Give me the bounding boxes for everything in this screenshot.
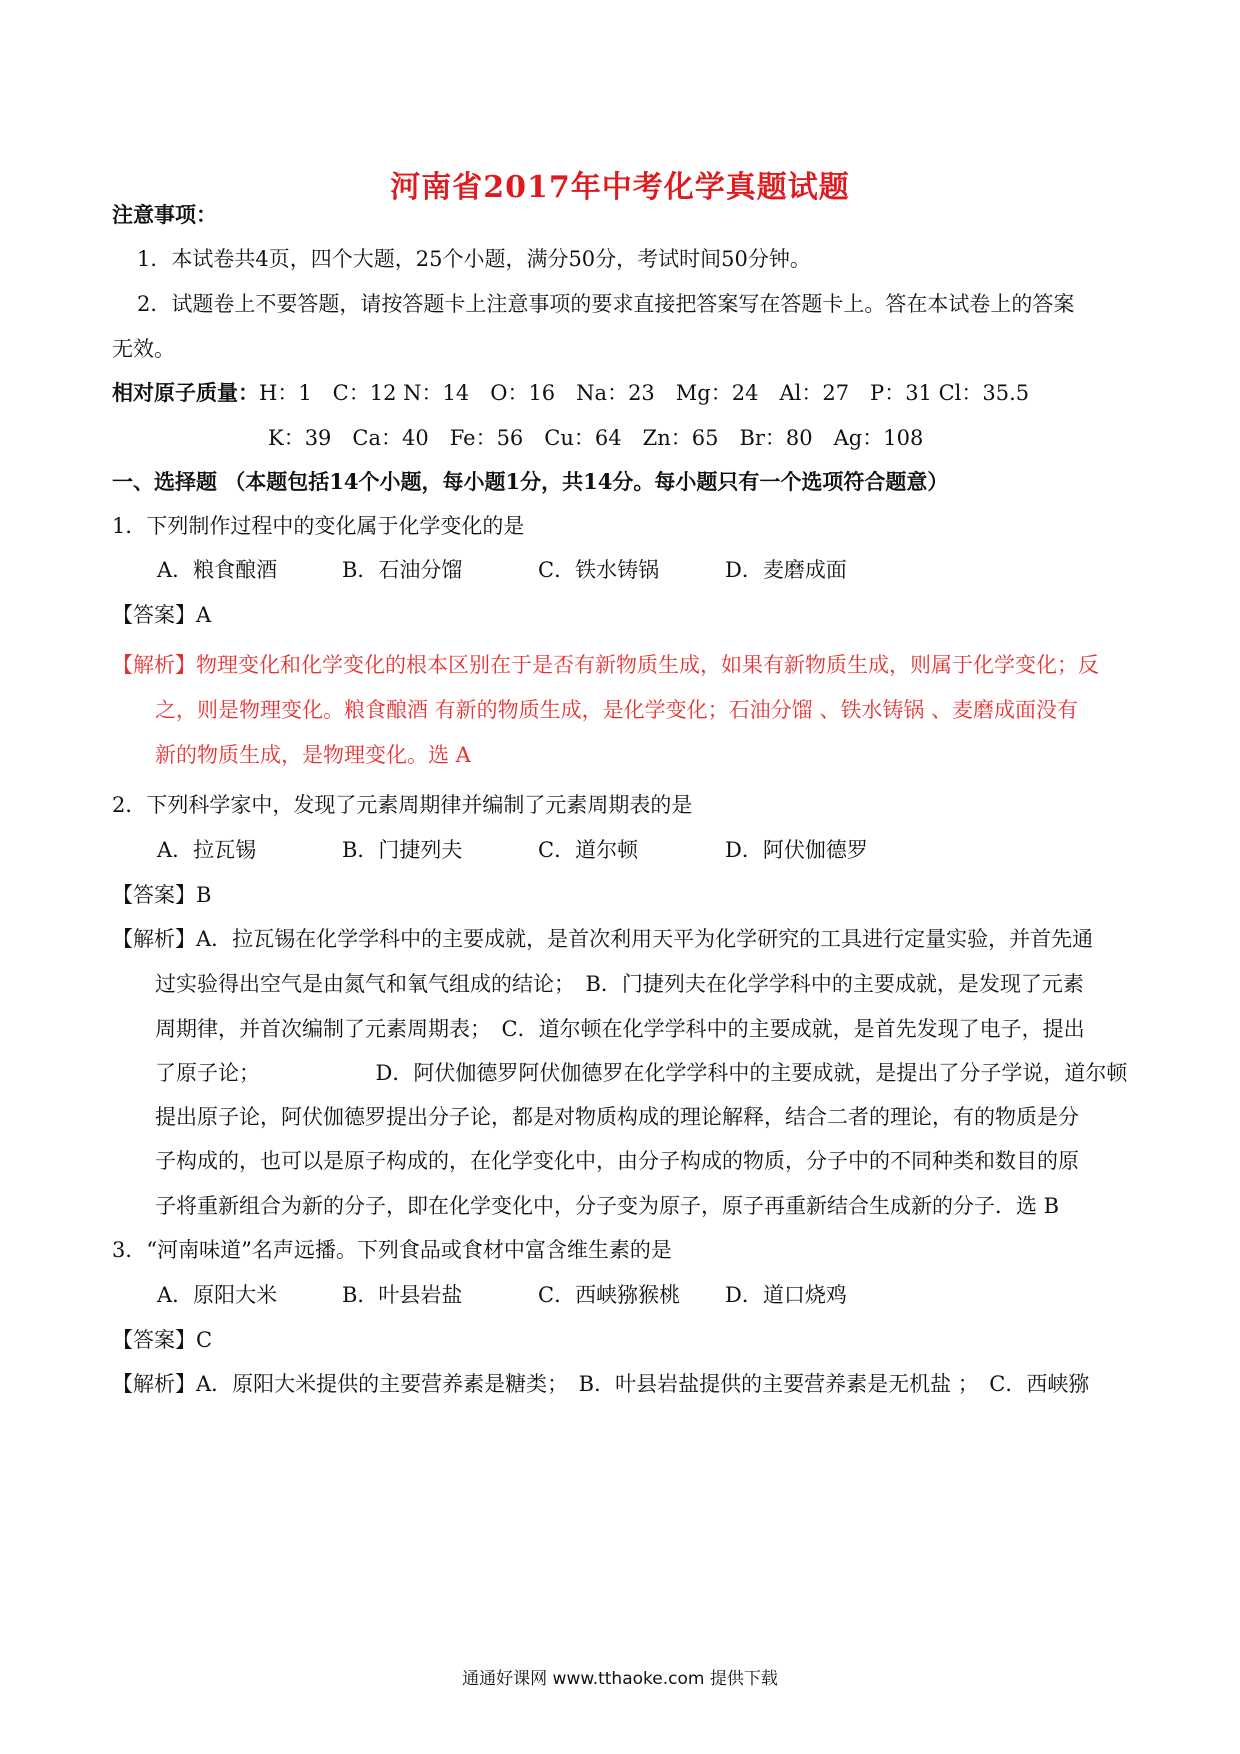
question-2-option-b: B．门捷列夫	[342, 838, 463, 862]
answer-label: 【答案】	[112, 1328, 196, 1352]
atomic-mass-label: 相对原子质量：	[112, 380, 259, 405]
question-1-analysis-line-2: 之，则是物理变化。粮食酿酒 有新的物质生成，是化学变化；石油分馏 、铁水铸锅 、麦磨成面没有	[155, 698, 1079, 722]
notice-item-2-line-1: 2．试题卷上不要答题，请按答题卡上注意事项的要求直接把答案写在答题卡上。答在本试卷上的答案	[137, 292, 1075, 316]
question-2-option-a: A．拉瓦锡	[157, 838, 257, 862]
answer-value: C	[196, 1328, 213, 1352]
question-1-option-d: D．麦磨成面	[725, 558, 847, 582]
question-3-option-d: D．道口烧鸡	[725, 1283, 847, 1307]
atomic-mass-line-1	[112, 378, 1029, 408]
page-title: 河南省2017年中考化学真题试题	[390, 170, 850, 205]
footer-source: 通通好课网 www.tthaoke.com 提供下载	[462, 1669, 778, 1689]
question-1-stem: 1．下列制作过程中的变化属于化学变化的是	[112, 514, 525, 538]
analysis-text: 物理变化和化学变化的根本区别在于是否有新物质生成，如果有新物质生成，则属于化学变化；反	[196, 653, 1099, 677]
question-3-option-a: A．原阳大米	[157, 1283, 278, 1307]
answer-value: B	[196, 883, 212, 907]
question-2-stem: 2．下列科学家中，发现了元素周期律并编制了元素周期表的是	[112, 793, 693, 817]
question-3-stem: 3．“河南味道”名声远播。下列食品或食材中富含维生素的是	[112, 1238, 672, 1262]
analysis-label: 【解析】	[112, 1372, 196, 1396]
question-2-option-d: D．阿伏伽德罗	[725, 838, 868, 862]
answer-label: 【答案】	[112, 603, 196, 627]
question-2-analysis-line-6: 子构成的，也可以是原子构成的，在化学变化中，由分子构成的物质，分子中的不同种类和数目的原	[155, 1149, 1079, 1173]
notice-item-2-line-2: 无效。	[112, 337, 175, 361]
question-1-analysis-line-3: 新的物质生成，是物理变化。选 A	[155, 743, 471, 767]
answer-label: 【答案】	[112, 883, 196, 907]
question-3-analysis-line-1	[112, 1369, 1089, 1399]
analysis-label: 【解析】	[112, 653, 196, 677]
question-2-analysis-line-2: 过实验得出空气是由氮气和氧气组成的结论； B．门捷列夫在化学学科中的主要成就，是发现了元素	[155, 972, 1084, 996]
answer-value: A	[196, 603, 212, 627]
question-3-option-c: C．西峡猕猴桃	[538, 1283, 681, 1307]
question-2-analysis-line-3: 周期律，并首次编制了元素周期表； C．道尔顿在化学学科中的主要成就，是首先发现了电子，提出	[155, 1017, 1085, 1041]
atomic-mass-values-1: H：1 C：12 N：14 O：16 Na：23 Mg：24 Al：27 P：31 Cl：35.5	[259, 381, 1030, 405]
question-2-analysis-line-1	[112, 924, 1093, 954]
notice-heading: 注意事项：	[112, 202, 217, 227]
question-2-answer	[112, 880, 211, 910]
question-2-analysis-line-5: 提出原子论，阿伏伽德罗提出分子论，都是对物质构成的理论解释，结合二者的理论，有的物质是分	[155, 1105, 1079, 1129]
question-3-answer	[112, 1325, 212, 1355]
question-3-option-b: B．叶县岩盐	[342, 1283, 463, 1307]
question-2-analysis-line-4: 了原子论； D．阿伏伽德罗阿伏伽德罗在化学学科中的主要成就，是提出了分子学说，道尔顿	[155, 1061, 1128, 1085]
question-1-option-c: C．铁水铸锅	[538, 558, 660, 582]
analysis-text: A．拉瓦锡在化学学科中的主要成就，是首次利用天平为化学研究的工具进行定量实验，并首先通	[196, 927, 1094, 951]
question-1-option-a: A．粮食酿酒	[157, 558, 278, 582]
question-1-analysis-line-1	[112, 650, 1099, 680]
atomic-mass-values-2: K：39 Ca：40 Fe：56 Cu：64 Zn：65 Br：80 Ag：108	[268, 426, 924, 450]
question-1-answer	[112, 600, 211, 630]
analysis-text: A．原阳大米提供的主要营养素是糖类； B．叶县岩盐提供的主要营养素是无机盐 ； C．西峡猕	[196, 1372, 1090, 1396]
analysis-label: 【解析】	[112, 927, 196, 951]
question-2-option-c: C．道尔顿	[538, 838, 639, 862]
question-2-analysis-line-7: 子将重新组合为新的分子，即在化学变化中，分子变为原子，原子再重新结合生成新的分子．选 B	[155, 1194, 1060, 1218]
section-heading: 一、选择题 （本题包括14个小题，每小题1分，共14分。每小题只有一个选项符合题意）	[112, 469, 949, 494]
notice-item-1: 1．本试卷共4页，四个大题，25个小题，满分50分，考试时间50分钟。	[137, 247, 811, 271]
question-1-option-b: B．石油分馏	[342, 558, 463, 582]
